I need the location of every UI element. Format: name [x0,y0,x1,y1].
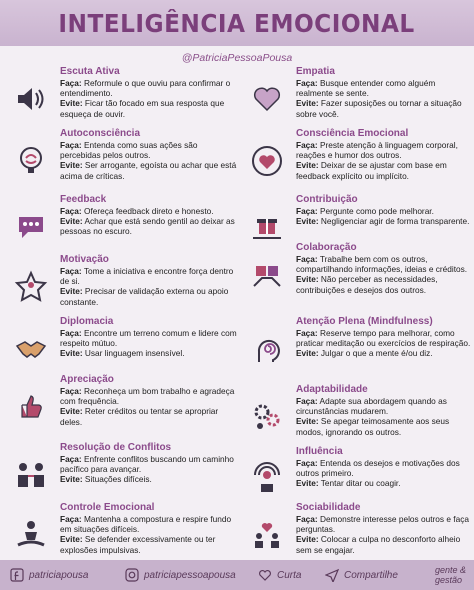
do-text: Tome a iniciativa e encontre força dentro de si. [60,266,234,287]
avoid-label: Evite: [296,98,319,109]
share-label: Compartilhe [344,569,398,581]
skill-name: Consciência Emocional [296,128,409,139]
do-text: Busque entender como alguém realmente se sente. [296,78,436,99]
avoid-label: Evite: [296,216,319,227]
instagram-handle: patriciapessoapousa [144,569,236,581]
broadcast-person-icon [246,458,288,500]
do-text: Pergunte como pode melhorar. [320,206,434,216]
skill-name: Adaptabilidade [296,384,368,395]
skill-name: Colaboração [296,242,357,253]
facebook-icon [10,568,24,582]
heart-hands-icon [246,78,288,120]
do-label: Faça: [296,140,318,150]
speaker-icon [10,78,52,120]
avoid-text: Deixar de se ajustar com base em feedback explícito ou implícito. [296,160,447,181]
instagram-link[interactable] [125,568,236,582]
avoid-text: Tentar ditar ou coagir. [320,478,401,489]
author-handle: @PatriciaPessoaPousa [181,52,293,64]
do-text: Preste atenção à linguagem corporal, reações e humor dos outros. [296,140,458,161]
heart-circle-icon [246,140,288,182]
skill-name: Motivação [60,254,109,265]
do-text: Demonstre interesse pelos outros e faça perguntas. [296,514,469,535]
thumbs-up-icon [10,386,52,428]
avoid-label: Evite: [60,534,83,545]
share-icon [325,568,339,582]
brand-top: gente & [434,565,466,575]
do-text: Reconheça um bom trabalho e agradeça com frequência. [60,386,235,407]
avoid-text: Reter créditos ou tentar se apropriar deles. [60,406,219,427]
avoid-label: Evite: [60,160,83,171]
do-text: Trabalhe bem com os outros, compartilhando informações, ideias e créditos. [296,254,468,275]
avoid-text: Negligenciar agir de forma transparente. [320,216,470,227]
skill-name: Empatia [296,66,335,77]
do-label: Faça: [296,458,318,468]
do-text: Enfrente conflitos buscando um caminho pacífico para avançar. [60,454,234,475]
avoid-label: Evite: [296,478,319,489]
handshake-icon [10,328,52,370]
puzzle-hands-icon [246,254,288,296]
skill-name: Diplomacia [60,316,114,327]
skill-name: Controle Emocional [60,502,155,513]
skill-name: Autoconsciência [60,128,141,139]
share-link[interactable] [325,568,398,582]
avoid-text: Colocar a culpa no desconforto alheio sem se engajar. [296,534,461,555]
chat-bubble-icon [10,206,52,248]
skill-name: Feedback [60,194,107,205]
gift-hands-icon [246,206,288,248]
do-text: Ofereça feedback direto e honesto. [84,206,214,216]
avoid-text: Julgar o que a mente é/ou diz. [320,348,433,359]
people-heart-icon [246,514,288,556]
do-label: Faça: [60,206,82,216]
do-text: Encontre um terreno comum e lidere com respeito mútuo. [60,328,237,349]
do-label: Faça: [296,396,318,406]
do-text: Reserve tempo para melhorar, como praticar meditação ou exercícios de respiração. [296,328,471,349]
avoid-text: Usar linguagem insensível. [84,348,185,359]
two-people-icon [10,454,52,496]
avoid-label: Evite: [296,274,319,285]
like-label: Curta [277,569,302,581]
avoid-text: Situações difíceis. [84,474,152,485]
avoid-label: Evite: [296,534,319,545]
do-label: Faça: [296,514,318,524]
do-label: Faça: [296,254,318,264]
do-label: Faça: [60,386,82,396]
do-text: Entenda como suas ações são percebidas pelos outros. [60,140,198,161]
avoid-label: Evite: [60,348,83,359]
avoid-text: Precisar de validação externa ou apoio constante. [60,286,229,307]
skill-name: Apreciação [60,374,114,385]
avoid-text: Não perceber as necessidades, contribuições e desejos dos outros. [296,274,438,295]
heart-icon [258,568,272,582]
instagram-icon [125,568,139,582]
do-text: Reformule o que ouviu para confirmar o entendimento. [60,78,231,99]
do-text: Mantenha a compostura e respire fundo em situações difíceis. [60,514,232,535]
avoid-label: Evite: [296,348,319,359]
page-title: INTELIGÊNCIA EMOCIONAL [58,8,416,38]
meditation-icon [10,514,52,556]
avoid-text: Se defender excessivamente ou ter explosões impulsivas. [60,534,216,555]
skill-name: Influência [296,446,343,457]
do-label: Faça: [60,514,82,524]
gears-person-icon [246,396,288,438]
skill-name: Resolução de Conflitos [60,442,172,453]
avoid-text: Achar que está sendo gentil ao deixar as pessoas no escuro. [60,216,235,237]
skill-name: Contribuição [296,194,358,205]
avoid-label: Evite: [60,98,83,109]
do-text: Entenda os desejos e motivações dos outros primeiro. [296,458,460,479]
spiral-head-icon [246,328,288,370]
skill-name: Atenção Plena (Mindfulness) [296,316,433,327]
avoid-text: Se apegar teimosamente aos seus modos, ignorando os outros. [296,416,450,437]
avoid-text: Ser arrogante, egoísta ou achar que está acima de críticas. [60,160,237,181]
do-text: Adapte sua abordagem quando as circunstâncias mudarem. [296,396,447,417]
brain-icon [10,140,52,182]
do-label: Faça: [60,78,82,88]
avoid-label: Evite: [296,416,319,427]
avoid-label: Evite: [60,286,83,297]
do-label: Faça: [296,328,318,338]
facebook-handle: patriciapousa [29,569,89,581]
facebook-link[interactable] [10,568,88,582]
like-link[interactable] [258,568,301,582]
footer-bar [0,560,474,590]
avoid-label: Evite: [60,216,83,227]
skill-name: Sociabilidade [296,502,361,513]
do-label: Faça: [60,140,82,150]
do-label: Faça: [60,454,82,464]
do-label: Faça: [60,266,82,276]
avoid-text: Ficar tão focado em sua resposta que esqueça de ouvir. [60,98,225,119]
avoid-label: Evite: [60,406,83,417]
brand-logo [435,565,466,585]
brand-bottom: gestão [434,575,462,585]
do-label: Faça: [296,206,318,216]
star-figure-icon [10,266,52,308]
header-banner [0,0,474,46]
skill-name: Escuta Ativa [60,66,120,77]
avoid-label: Evite: [296,160,319,171]
do-label: Faça: [296,78,318,88]
avoid-label: Evite: [60,474,83,485]
do-label: Faça: [60,328,82,338]
avoid-text: Fazer suposições ou tornar a situação sobre você. [296,98,462,119]
